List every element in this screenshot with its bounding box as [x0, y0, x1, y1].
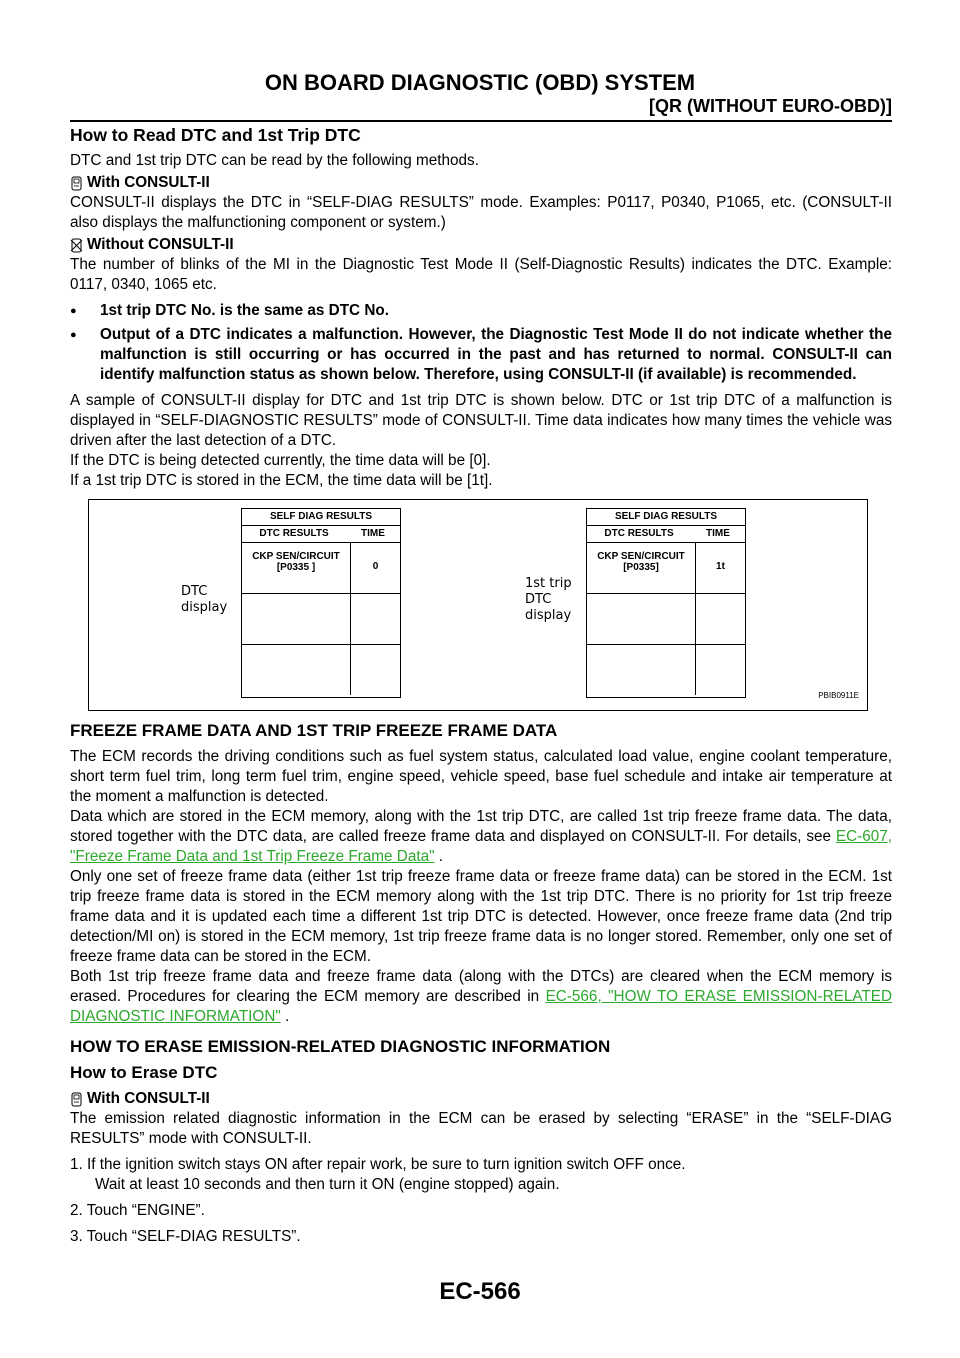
with-consult-desc: CONSULT-II displays the DTC in “SELF-DIAG RESULTS” mode. Examples: P0117, P0340, P1065, etc. (CONSULT-II also displays the malfunctioning component or system.): [70, 194, 892, 231]
freeze-frame-p2-text: Data which are stored in the ECM memory, along with the 1st trip DTC, are called 1st trip freeze frame data. The data, stored together with the DTC data, are called freeze frame data and displayed on CONSULT-II. For details, see: [70, 808, 892, 845]
erase-steps: [70, 1155, 892, 1247]
col-dtc-results: DTC RESULTS: [259, 528, 329, 539]
step-subtext: Wait at least 10 seconds and then turn it ON (engine stopped) again.: [95, 1176, 560, 1193]
first-trip-dtc-text: If a 1st trip DTC is stored in the ECM, the time data will be [1t].: [70, 472, 493, 489]
first-trip-display-label: 1st trip DTC display: [525, 576, 572, 623]
figure-id: PBIB0911E: [818, 691, 859, 700]
freeze-frame-p2: [70, 807, 892, 867]
header-rule: [70, 120, 892, 122]
consult-sample-text: A sample of CONSULT-II display for DTC and 1st trip DTC is shown below. DTC or 1st trip DTC of a malfunction is displayed in “SELF-DIAGNOSTIC RESULTS” mode of CONSULT-II. Time data indicates how many times the vehicle was driven after the last detection of a DTC.: [70, 392, 892, 449]
first-trip-screen: [586, 508, 746, 698]
table-row: [242, 594, 400, 645]
consult-display-figure: [88, 499, 868, 711]
list-item: ● 1st trip DTC No. is the same as DTC No.: [70, 301, 892, 321]
list-item: [70, 1155, 892, 1195]
erase-info-link[interactable]: EC-566, "HOW TO ERASE EMISSION-RELATED DIAGNOSTIC INFORMATION": [70, 988, 892, 1025]
table-row: [587, 543, 745, 594]
without-consult-label: [70, 235, 892, 255]
list-item: ● Output of a DTC indicates a malfunction. However, the Diagnostic Test Mode II do not indicate whether the malfunction is still occurring or has occurred in the past and has returned to normal. CONSULT-II can identify malfunction status as shown below. Therefore, using CONSULT-II (if available) is recommended.: [70, 325, 892, 385]
without-consult-desc: The number of blinks of the MI in the Diagnostic Test Mode II (Self-Diagnostic Results) indicates the DTC. Example: 0117, 0340, 1065 etc.: [70, 256, 892, 293]
screen-columns: [587, 526, 745, 543]
table-row: [242, 645, 400, 695]
page-number: EC-566: [439, 1278, 521, 1305]
screen-title: SELF DIAG RESULTS: [587, 509, 745, 526]
document-body: [70, 125, 892, 1253]
col-time: TIME: [361, 528, 385, 539]
dtc-screen: [241, 508, 401, 698]
table-row: [242, 543, 400, 594]
section-heading-read-dtc: How to Read DTC and 1st Trip DTC: [70, 125, 361, 145]
screen-columns: [242, 526, 400, 543]
with-consult-label-2: [70, 1089, 892, 1109]
current-dtc-text: If the DTC is being detected currently, the time data will be [0].: [70, 452, 491, 469]
screen-title: SELF DIAG RESULTS: [242, 509, 400, 526]
list-item: 2. Touch “ENGINE”.: [70, 1202, 205, 1219]
freeze-frame-p1: The ECM records the driving conditions such as fuel system status, calculated load value, engine coolant temperature, short term fuel trim, long term fuel trim, engine speed, vehicle speed, base fuel schedule and intake air temperature at the moment a malfunction is detected.: [70, 748, 892, 805]
col-time: TIME: [706, 528, 730, 539]
with-consult-text-2: With CONSULT-II: [87, 1090, 210, 1107]
without-consult-text: Without CONSULT-II: [87, 236, 234, 253]
table-row: [587, 594, 745, 645]
freeze-frame-p4: [70, 967, 892, 1027]
with-consult-text: With CONSULT-II: [87, 174, 210, 191]
freeze-frame-p2-end: .: [434, 848, 444, 865]
dtc-time: 1t: [716, 561, 725, 572]
no-consult-tool-icon: [70, 238, 83, 253]
col-dtc-results: DTC RESULTS: [604, 528, 674, 539]
table-row: [587, 645, 745, 695]
section-heading-freeze-frame: FREEZE FRAME DATA AND 1ST TRIP FREEZE FRAME DATA: [70, 721, 558, 740]
dtc-display-label: DTC display: [181, 584, 228, 615]
intro-text: DTC and 1st trip DTC can be read by the following methods.: [70, 152, 479, 169]
with-consult-label: [70, 173, 892, 193]
freeze-frame-p3: Only one set of freeze frame data (either 1st trip freeze frame data or freeze frame data) can be stored in the ECM. 1st trip freeze frame data is stored in the ECM memory along with the 1st trip DTC. There is no priority for 1st trip freeze frame data and it is updated each time a different 1st trip DTC is detected. However, once freeze frame data (2nd trip detection/MI on) is stored in the ECM memory, 1st trip freeze frame data is no longer stored. Remember, only one set of freeze frame data can be stored in the ECM.: [70, 868, 892, 965]
freeze-frame-p4-end: .: [280, 1008, 290, 1025]
list-item: 3. Touch “SELF-DIAG RESULTS”.: [70, 1228, 301, 1245]
dtc-item: CKP SEN/CIRCUIT [P0335 ]: [242, 543, 351, 593]
page-header-subtitle: [QR (WITHOUT EURO-OBD)]: [649, 96, 892, 116]
section-heading-erase: HOW TO ERASE EMISSION-RELATED DIAGNOSTIC INFORMATION: [70, 1037, 611, 1056]
erase-desc: The emission related diagnostic information in the ECM can be erased by selecting “ERASE” in the “SELF-DIAG RESULTS” mode with CONSULT-II.: [70, 1110, 892, 1147]
consult-tool-icon: [70, 176, 83, 191]
consult-tool-icon: [70, 1092, 83, 1107]
page-header-title: ON BOARD DIAGNOSTIC (OBD) SYSTEM: [264, 70, 696, 95]
dtc-item: CKP SEN/CIRCUIT [P0335]: [587, 543, 696, 593]
step-text: 1. If the ignition switch stays ON after repair work, be sure to turn ignition switch OFF once.: [70, 1156, 686, 1173]
note-list: [70, 301, 892, 385]
freeze-frame-p4-text: Both 1st trip freeze frame data and freeze frame data (along with the DTCs) are cleared when the ECM memory is erased. Procedures for clearing the ECM memory are described in: [70, 968, 892, 1005]
freeze-frame-link[interactable]: EC-607, "Freeze Frame Data and 1st Trip Freeze Frame Data": [70, 828, 892, 865]
subheading-erase-dtc: How to Erase DTC: [70, 1063, 218, 1082]
dtc-time: 0: [372, 561, 379, 572]
